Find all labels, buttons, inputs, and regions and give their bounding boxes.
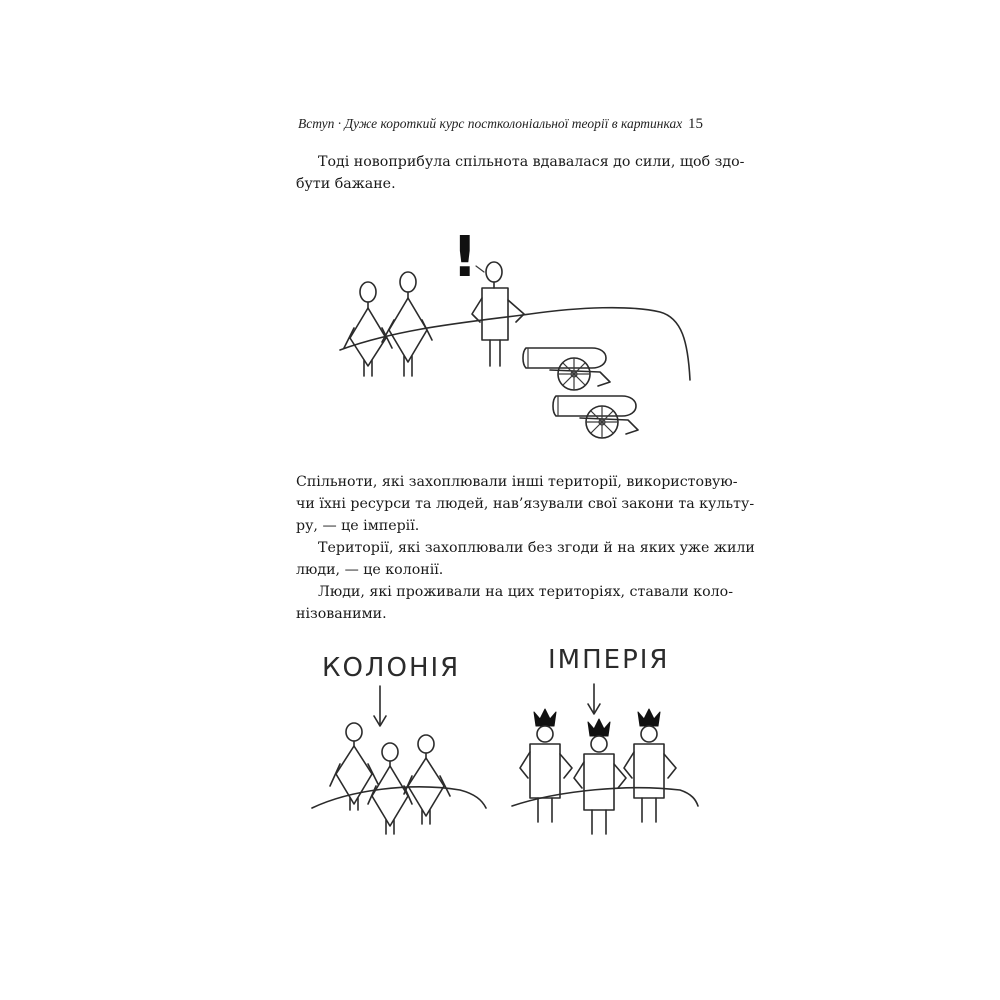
arrow-down-icon <box>588 684 600 714</box>
paragraph-line: чи їхні ресурси та людей, нав’язували свої закони та культу- <box>296 496 755 512</box>
empire-figure <box>520 709 572 822</box>
illustration-cannons <box>330 210 700 450</box>
paragraph-line: нізованими. <box>296 606 387 622</box>
paragraph-line: ру, — це імперії. <box>296 518 420 534</box>
arrow-down-icon <box>374 686 386 726</box>
cannon <box>523 348 610 390</box>
paragraph-colonies <box>296 537 755 581</box>
empire-label: ІМПЕРІЯ <box>548 645 670 675</box>
crown-icon <box>638 709 660 726</box>
illustration-colony-empire <box>300 640 710 850</box>
cannon <box>553 396 638 438</box>
page-number: 15 <box>688 116 703 132</box>
exclamation-mark: ! <box>452 225 478 290</box>
running-head: Вступ · Дуже короткий курс постколоніальної теорії в картинках <box>298 116 683 131</box>
colony-label: КОЛОНІЯ <box>322 653 461 683</box>
crown-icon <box>588 719 610 736</box>
empire-figure <box>574 719 626 834</box>
ground-line <box>512 788 698 806</box>
hill-line <box>340 308 690 380</box>
empire-figure <box>624 709 676 822</box>
paragraph-line: люди, — це колонії. <box>296 562 444 578</box>
paragraph-line: Спільноти, які захоплювали інші території, використовую- <box>296 474 738 490</box>
colonizer-figure <box>472 262 524 366</box>
paragraph-empires <box>296 471 755 537</box>
paragraph-line: Території, які захоплювали без згоди й на яких уже жили <box>318 540 755 556</box>
paragraph-line: бути бажане. <box>296 176 396 192</box>
crown-icon <box>534 709 556 726</box>
paragraph-line: Тоді новоприбула спільнота вдавалася до сили, щоб здо- <box>318 154 745 170</box>
paragraph-colonized <box>296 581 733 625</box>
native-figure <box>382 272 432 376</box>
native-figure <box>344 282 392 376</box>
ground-line <box>312 787 486 808</box>
paragraph-line: Люди, які проживали на цих територіях, ставали коло- <box>318 584 733 600</box>
colonized-figure <box>404 735 450 824</box>
paragraph-force <box>296 151 745 195</box>
